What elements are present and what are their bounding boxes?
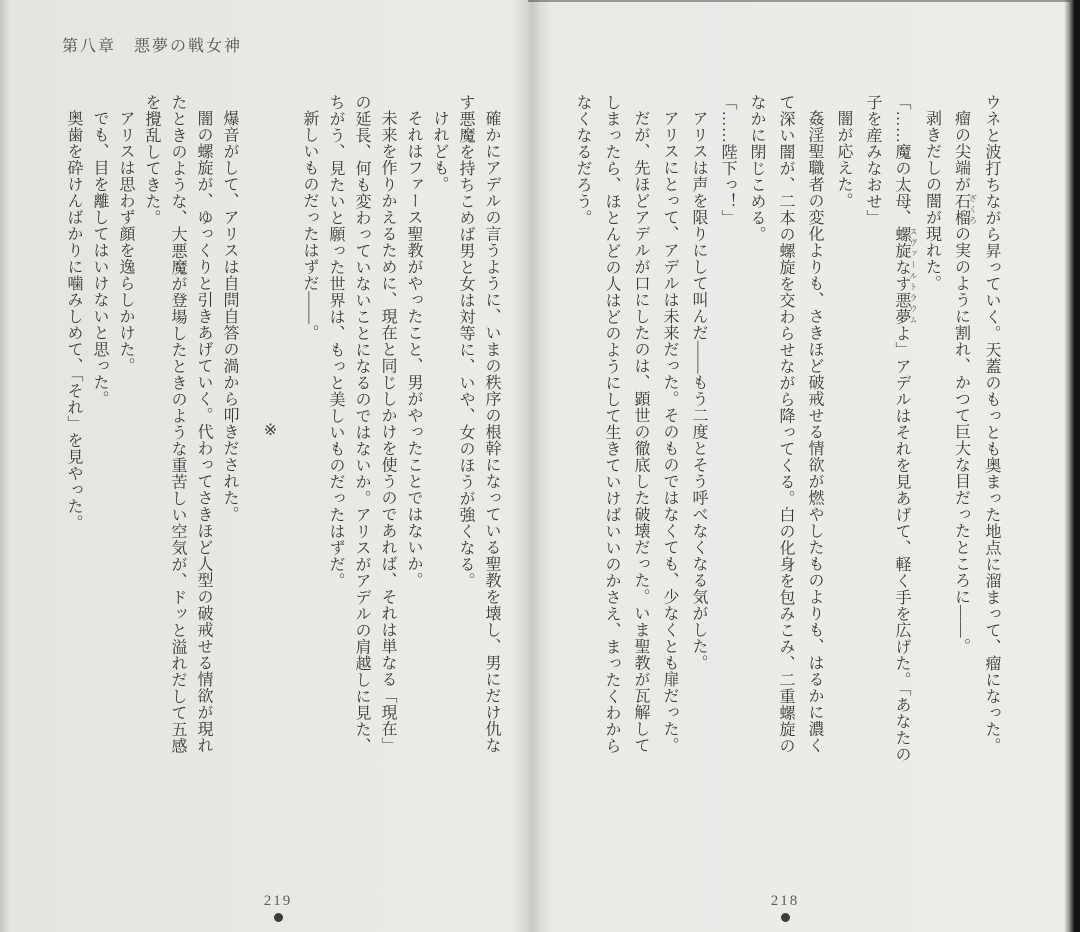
ruby-annotated-text: 螺旋なす悪夢 スヴァールトラウム <box>893 226 918 325</box>
ruby-annotated-text: 石榴 ざくろ <box>952 192 978 226</box>
page-dot-right <box>781 913 790 922</box>
text-column: 未来を作りかえるために、現在と同じしかけを使うのであれば、それは単なる「現在」の延長、何も変わっていないことになるのではないか。アリスがアデルの肩越しに見た、ちがう、見たいと願った世界は、もっと美しいものだったはずだ。 <box>327 94 396 754</box>
text-column: 「……魔の太母、螺旋なす悪夢 スヴァールトラウムよ」アデルはそれを見あげて、軽く手を広げた。「あなたの子を産みなおせ」 <box>864 94 918 763</box>
text-column: 奥歯を砕けんばかりに噛みしめて、「それ」を見やった。 <box>65 110 82 531</box>
chapter-header: 第八章 悪夢の戦女神 <box>62 38 243 55</box>
scan-edge-top <box>528 0 1070 2</box>
text-column: アリスにとって、アデルは未来だった。そのものではなくても、少なくとも扉だった。 <box>661 110 678 754</box>
page-dot-left <box>274 913 283 922</box>
section-separator: ※ <box>261 420 278 440</box>
text-column: 「……陛下っ！」 <box>719 94 736 226</box>
right-page-footer <box>755 893 815 922</box>
left-page-footer <box>248 893 308 922</box>
scan-edge-right <box>1064 0 1080 932</box>
text-column: でも、目を離してはいけないと思った。 <box>91 110 108 407</box>
text-column: アリスは思わず顔を逸らしかけた。 <box>117 110 134 374</box>
text-column: 確かにアデルの言うように、いまの秩序の根幹になっている聖教を壊し、男にだけ仇なす悪魔を持ちこめば男と女は対等に、いや、女のほうが強くなる。 <box>457 94 500 754</box>
text-column: 闇の螺旋が、ゆっくりと引きあげていく。代わってさきほど人型の破戒せる情欲が現れたときのような、大悪魔が登場したときのような重苦しい空気が、ドッと溢れだして五感を攪乱してきた。 <box>143 94 212 754</box>
text-column: アリスは声を限りにして叫んだ――もう二度とそう呼べなくなる気がした。 <box>690 110 707 671</box>
right-page-text <box>546 94 1006 766</box>
text-column: 姦淫聖職者の変化よりも、さきほど破戒せる情欲が燃やしたものよりも、はるかに濃くて深い闇が、二本の螺旋を交わらせながら降ってくる。白の化身を包みこみ、二重螺旋のなかに閉じこめる。 <box>748 94 823 754</box>
page-number-left: 219 <box>263 893 293 909</box>
text-column: 剥きだしの闇が現れた。 <box>923 110 941 292</box>
text-column: 闇が応えた。 <box>835 110 852 209</box>
text-column: 爆音がして、アリスは自問自答の渦から叩きだされた。 <box>221 110 238 523</box>
page-gutter-shadow <box>510 0 554 932</box>
scan-edge-left <box>0 0 10 932</box>
page-number-right: 218 <box>770 893 800 909</box>
text-column: ウネと波打ちながら昇っていく。天蓋のもっとも奥まった地点に溜まって、瘤になった。 <box>983 94 1000 754</box>
text-column: それはファース聖教がやったこと、男がやったことではないか。 <box>405 110 422 589</box>
text-column: だが、先ほどアデルが口にしたのは、顕世の徹底した破壊だった。いま聖教が瓦解してしまったら、ほとんどの人はどのようにして生きていけばいいのかさえ、まったくわからなくなるだろう。 <box>574 94 649 754</box>
left-page-text <box>44 94 504 766</box>
text-column: 瘤の尖端が石榴 ざくろの実のように割れ、かつて巨大な目だったところに――。 <box>952 110 978 655</box>
text-column: けれども。 <box>431 110 448 193</box>
text-column: 新しいものだったはずだ――。 <box>301 110 318 341</box>
